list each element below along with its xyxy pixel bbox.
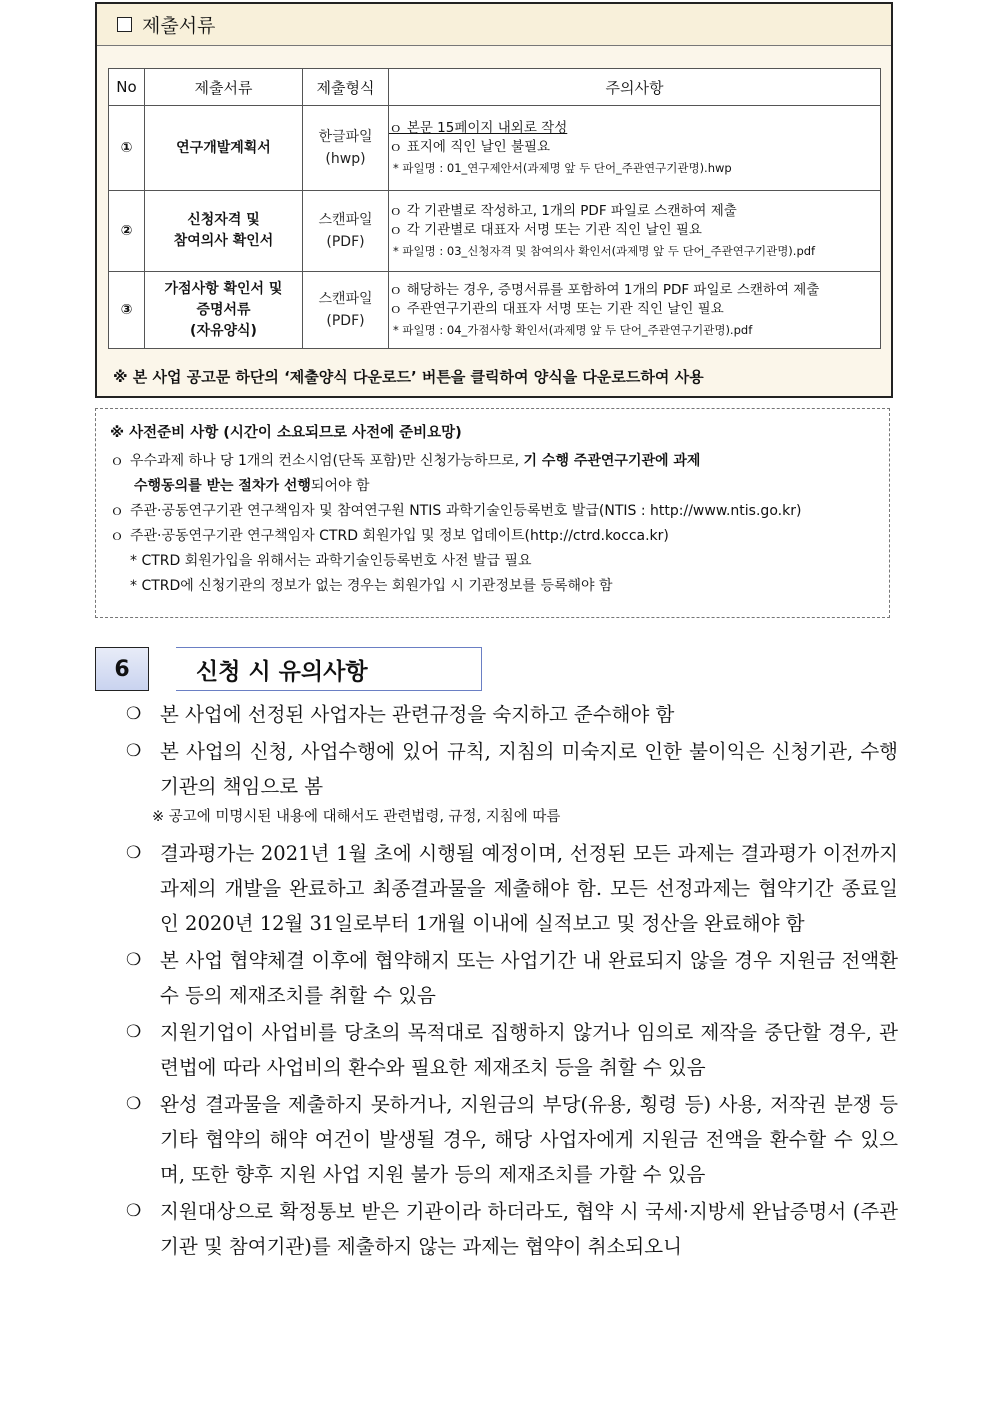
preparation-text: 되어야 함 (310, 478, 370, 494)
format-line: 스캔파일 (318, 212, 373, 228)
document-format (303, 272, 389, 349)
preparation-box (95, 408, 890, 618)
note-line: ｏ 표지에 직인 날인 불필요 (389, 138, 551, 155)
document-name-line: (자유양식) (190, 322, 257, 339)
document-notes (389, 191, 881, 272)
note-line: ｏ 본문 15페이지 내외로 작성 (389, 119, 568, 136)
file-name-note: * 파일명 : 03_신청자격 및 참여의사 확인서(과제명 앞 두 단어_주관연구기관명).pdf (393, 243, 816, 258)
submission-docs-header (97, 4, 891, 46)
file-name-note: * 파일명 : 01_연구제안서(과제명 앞 두 단어_주관연구기관명).hwp (393, 160, 732, 175)
preparation-item (110, 524, 889, 549)
document-notes (389, 106, 881, 191)
document-format (303, 106, 389, 191)
list-item-text: 지원기업이 사업비를 당초의 목적대로 집행하지 않거나 임의로 제작을 중단할 경우, 관련법에 따라 사업비의 환수와 필요한 제재조치 등을 취할 수 있음 (160, 1021, 898, 1079)
notice-list (126, 697, 898, 1266)
preparation-title: ※ 사전준비 사항 (시간이 소요되므로 사전에 준비요망) (110, 425, 462, 441)
preparation-subnote: * CTRD 회원가입을 위해서는 과학기술인등록번호 사전 발급 필요 (130, 553, 532, 569)
document-name (145, 191, 303, 272)
format-line: (hwp) (325, 151, 366, 167)
document-name-line: 신청자격 및 (187, 212, 260, 228)
submission-docs-box (95, 2, 893, 398)
table-row (109, 191, 881, 272)
format-line: (PDF) (326, 313, 365, 329)
preparation-item-continued (110, 474, 889, 499)
format-line: (PDF) (326, 234, 365, 250)
row-number: ① (109, 106, 145, 191)
circle-bullet-icon: ❍ (126, 1201, 142, 1221)
list-item-text: 완성 결과물을 제출하지 못하거나, 지원금의 부당(유용, 횡령 등) 사용, 저작권 분쟁 등 기타 협약의 해약 여건이 발생될 경우, 해당 사업자에게 지원금 전액을 환수할 수 있으며, 또한 향후 지원 사업 지원 불가 등의 제재조치를 가할 수 있음 (160, 1093, 898, 1186)
document-name (145, 272, 303, 349)
checkbox-square-icon (117, 17, 132, 32)
list-item (126, 734, 898, 804)
circle-bullet-icon: ❍ (126, 950, 142, 970)
format-line: 스캔파일 (318, 291, 373, 307)
circle-bullet-icon: ❍ (126, 843, 142, 863)
list-marker: ｏ (110, 453, 124, 469)
preparation-subnote: * CTRD에 신청기관의 정보가 없는 경우는 회원가입 시 기관정보를 등록해야 함 (130, 578, 613, 594)
list-item-text: 본 사업 협약체결 이후에 협약해지 또는 사업기간 내 완료되지 않을 경우 지원금 전액환수 등의 제재조치를 취할 수 있음 (160, 949, 898, 1007)
list-item-text: 지원대상으로 확정통보 받은 기관이라 하더라도, 협약 시 국세·지방세 완납증명서 (주관기관 및 참여기관)를 제출하지 않는 과제는 협약이 취소되오니 (160, 1200, 898, 1258)
list-marker: ｏ (110, 528, 124, 544)
circle-bullet-icon: ❍ (126, 704, 142, 724)
table-row (109, 106, 881, 191)
list-item (126, 697, 898, 732)
preparation-emphasis: 수행동의를 받는 절차가 선행 (134, 478, 311, 494)
submission-docs-table (108, 68, 881, 349)
format-line: 한글파일 (318, 129, 373, 145)
circle-bullet-icon: ❍ (126, 1094, 142, 1114)
preparation-text: 주관·공동연구기관 연구책임자 CTRD 회원가입 및 정보 업데이트(http://ctrd.kocca.kr) (130, 528, 669, 544)
document-name (145, 106, 303, 191)
list-marker: ｏ (110, 503, 124, 519)
note-line: ｏ 각 기관별로 작성하고, 1개의 PDF 파일로 스캔하여 제출 (389, 202, 737, 219)
list-item (126, 1194, 898, 1264)
document-name-line: 증명서류 (196, 301, 251, 318)
preparation-text: 우수과제 하나 당 1개의 컨소시엄(단독 포함)만 신청가능하므로, (130, 453, 524, 469)
col-header-document: 제출서류 (145, 69, 303, 106)
list-item (126, 1087, 898, 1192)
col-header-notes: 주의사항 (389, 69, 881, 106)
note-line: ｏ 해당하는 경우, 증명서류를 포함하여 1개의 PDF 파일로 스캔하여 제출 (389, 281, 820, 298)
list-item-note: ※ 공고에 미명시된 내용에 대해서도 관련법령, 규정, 지침에 따름 (152, 809, 561, 825)
list-item-text: 본 사업의 신청, 사업수행에 있어 규칙, 지침의 미숙지로 인한 불이익은 신청기관, 수행기관의 책임으로 봄 (160, 740, 898, 798)
list-item-text: 결과평가는 2021년 1월 초에 시행될 예정이며, 선정된 모든 과제는 결과평가 이전까지 과제의 개발을 완료하고 최종결과물을 제출해야 함. 모든 선정과제는 협약기간 종료일인 2020년 12월 31일로부터 1개월 이내에 실적보고 및 정산을 완료해야 함 (160, 842, 898, 935)
preparation-text: 주관·공동연구기관 연구책임자 및 참여연구원 NTIS 과학기술인등록번호 발급(NTIS : http://www.ntis.go.kr) (130, 503, 802, 519)
section-title: 신청 시 유의사항 (176, 647, 482, 691)
document-name-line: 가점사항 확인서 및 (164, 280, 283, 297)
note-line: ｏ 각 기관별로 대표자 서명 또는 기관 직인 날인 필요 (389, 221, 702, 238)
download-notice: ※ 본 사업 공고문 하단의 ‘제출양식 다운로드’ 버튼을 클릭하여 양식을 다운로드하여 사용 (113, 368, 704, 386)
file-name-note: * 파일명 : 04_가점사항 확인서(과제명 앞 두 단어_주관연구기관명).pdf (393, 322, 753, 337)
row-number: ③ (109, 272, 145, 349)
col-header-no: No (109, 69, 145, 106)
preparation-item (110, 499, 889, 524)
preparation-emphasis: 기 수행 주관연구기관에 과제 (523, 453, 701, 469)
document-name-line: 연구개발계획서 (176, 139, 271, 156)
circle-bullet-icon: ❍ (126, 1022, 142, 1042)
list-item (126, 943, 898, 1013)
list-item (126, 836, 898, 941)
submission-docs-title: 제출서류 (142, 15, 216, 37)
circle-bullet-icon: ❍ (126, 741, 142, 761)
preparation-item (110, 449, 889, 474)
note-line: ｏ 주관연구기관의 대표자 서명 또는 기관 직인 날인 필요 (389, 300, 724, 317)
document-name-line: 참여의사 확인서 (173, 233, 274, 249)
document-notes (389, 272, 881, 349)
list-item-text: 본 사업에 선정된 사업자는 관련규정을 숙지하고 준수해야 함 (160, 703, 675, 726)
table-row (109, 272, 881, 349)
col-header-format: 제출형식 (303, 69, 389, 106)
table-header-row (109, 69, 881, 106)
document-format (303, 191, 389, 272)
section-number: 6 (95, 647, 149, 691)
row-number: ② (109, 191, 145, 272)
list-item (126, 1015, 898, 1085)
